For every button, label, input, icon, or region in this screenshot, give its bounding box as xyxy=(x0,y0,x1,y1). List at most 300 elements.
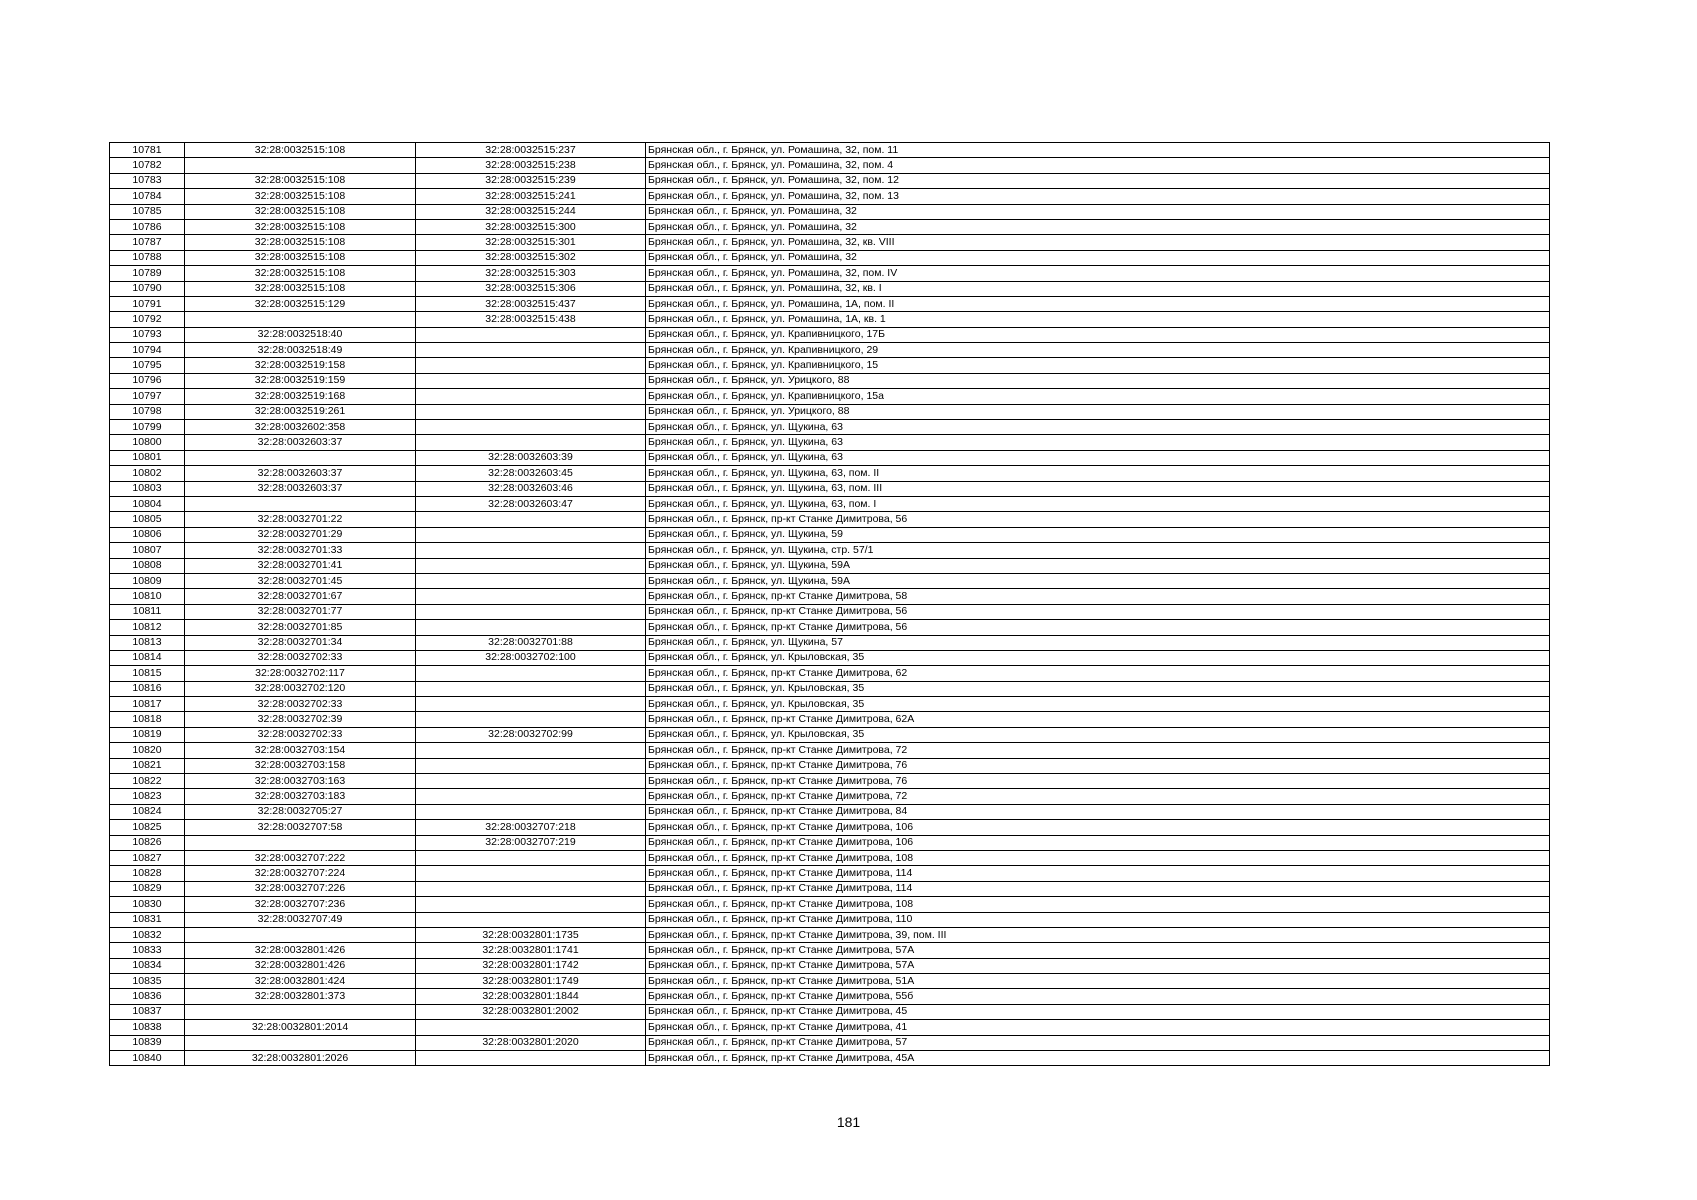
address-cell: Брянская обл., г. Брянск, ул. Ромашина, 32, кв. VIII xyxy=(646,235,1550,250)
table-row xyxy=(110,927,1550,942)
row-number-cell: 10820 xyxy=(110,743,185,758)
parent-cadastral-number-cell: 32:28:0032801:426 xyxy=(185,958,416,973)
address-cell: Брянская обл., г. Брянск, пр-кт Станке Димитрова, 76 xyxy=(646,774,1550,789)
object-cadastral-number-cell: 32:28:0032515:438 xyxy=(416,312,646,327)
address-cell: Брянская обл., г. Брянск, пр-кт Станке Димитрова, 72 xyxy=(646,789,1550,804)
table-row xyxy=(110,1020,1550,1035)
parent-cadastral-number-cell: 32:28:0032515:108 xyxy=(185,204,416,219)
object-cadastral-number-cell: 32:28:0032515:244 xyxy=(416,204,646,219)
parent-cadastral-number-cell xyxy=(185,1004,416,1019)
table-row xyxy=(110,420,1550,435)
object-cadastral-number-cell: 32:28:0032603:47 xyxy=(416,496,646,511)
object-cadastral-number-cell xyxy=(416,774,646,789)
table-row xyxy=(110,743,1550,758)
address-cell: Брянская обл., г. Брянск, ул. Крыловская, 35 xyxy=(646,650,1550,665)
address-cell: Брянская обл., г. Брянск, ул. Щукина, 63, пом. I xyxy=(646,496,1550,511)
table-row xyxy=(110,266,1550,281)
row-number-cell: 10784 xyxy=(110,189,185,204)
object-cadastral-number-cell xyxy=(416,343,646,358)
address-cell: Брянская обл., г. Брянск, пр-кт Станке Димитрова, 62А xyxy=(646,712,1550,727)
table-row xyxy=(110,866,1550,881)
table-row xyxy=(110,404,1550,419)
parent-cadastral-number-cell: 32:28:0032707:226 xyxy=(185,881,416,896)
table-row xyxy=(110,158,1550,173)
table-row xyxy=(110,373,1550,388)
address-cell: Брянская обл., г. Брянск, ул. Щукина, 59 xyxy=(646,527,1550,542)
object-cadastral-number-cell xyxy=(416,358,646,373)
table-row xyxy=(110,512,1550,527)
table-row xyxy=(110,173,1550,188)
address-cell: Брянская обл., г. Брянск, ул. Ромашина, 32, пом. 4 xyxy=(646,158,1550,173)
address-cell: Брянская обл., г. Брянск, ул. Ромашина, 1А, пом. II xyxy=(646,296,1550,311)
address-cell: Брянская обл., г. Брянск, пр-кт Станке Димитрова, 114 xyxy=(646,866,1550,881)
table-row xyxy=(110,466,1550,481)
parent-cadastral-number-cell: 32:28:0032801:426 xyxy=(185,943,416,958)
object-cadastral-number-cell: 32:28:0032515:301 xyxy=(416,235,646,250)
parent-cadastral-number-cell xyxy=(185,158,416,173)
row-number-cell: 10819 xyxy=(110,727,185,742)
parent-cadastral-number-cell: 32:28:0032603:37 xyxy=(185,466,416,481)
table-row xyxy=(110,235,1550,250)
object-cadastral-number-cell: 32:28:0032801:1844 xyxy=(416,989,646,1004)
row-number-cell: 10816 xyxy=(110,681,185,696)
parent-cadastral-number-cell: 32:28:0032701:34 xyxy=(185,635,416,650)
row-number-cell: 10839 xyxy=(110,1035,185,1050)
row-number-cell: 10831 xyxy=(110,912,185,927)
address-cell: Брянская обл., г. Брянск, ул. Крыловская, 35 xyxy=(646,697,1550,712)
parent-cadastral-number-cell: 32:28:0032603:37 xyxy=(185,435,416,450)
row-number-cell: 10799 xyxy=(110,420,185,435)
address-cell: Брянская обл., г. Брянск, ул. Щукина, 63, пом. II xyxy=(646,466,1550,481)
address-cell: Брянская обл., г. Брянск, пр-кт Станке Димитрова, 114 xyxy=(646,881,1550,896)
object-cadastral-number-cell xyxy=(416,881,646,896)
table-row xyxy=(110,635,1550,650)
object-cadastral-number-cell: 32:28:0032702:100 xyxy=(416,650,646,665)
table-row xyxy=(110,250,1550,265)
row-number-cell: 10798 xyxy=(110,404,185,419)
address-cell: Брянская обл., г. Брянск, пр-кт Станке Димитрова, 62 xyxy=(646,666,1550,681)
object-cadastral-number-cell: 32:28:0032801:1741 xyxy=(416,943,646,958)
object-cadastral-number-cell: 32:28:0032515:306 xyxy=(416,281,646,296)
parent-cadastral-number-cell: 32:28:0032702:33 xyxy=(185,650,416,665)
object-cadastral-number-cell xyxy=(416,697,646,712)
table-row xyxy=(110,620,1550,635)
table-row xyxy=(110,850,1550,865)
parent-cadastral-number-cell xyxy=(185,927,416,942)
row-number-cell: 10783 xyxy=(110,173,185,188)
parent-cadastral-number-cell: 32:28:0032515:108 xyxy=(185,189,416,204)
object-cadastral-number-cell: 32:28:0032801:2002 xyxy=(416,1004,646,1019)
row-number-cell: 10821 xyxy=(110,758,185,773)
table-row xyxy=(110,358,1550,373)
parent-cadastral-number-cell: 32:28:0032703:163 xyxy=(185,774,416,789)
table-row xyxy=(110,820,1550,835)
address-cell: Брянская обл., г. Брянск, пр-кт Станке Димитрова, 72 xyxy=(646,743,1550,758)
table-row xyxy=(110,281,1550,296)
parent-cadastral-number-cell: 32:28:0032801:424 xyxy=(185,974,416,989)
parent-cadastral-number-cell: 32:28:0032702:33 xyxy=(185,727,416,742)
row-number-cell: 10791 xyxy=(110,296,185,311)
table-row xyxy=(110,389,1550,404)
row-number-cell: 10810 xyxy=(110,589,185,604)
address-cell: Брянская обл., г. Брянск, пр-кт Станке Димитрова, 106 xyxy=(646,835,1550,850)
address-cell: Брянская обл., г. Брянск, пр-кт Станке Димитрова, 108 xyxy=(646,897,1550,912)
object-cadastral-number-cell: 32:28:0032515:241 xyxy=(416,189,646,204)
address-cell: Брянская обл., г. Брянск, пр-кт Станке Димитрова, 56 xyxy=(646,512,1550,527)
parent-cadastral-number-cell: 32:28:0032519:159 xyxy=(185,373,416,388)
parent-cadastral-number-cell: 32:28:0032707:236 xyxy=(185,897,416,912)
parent-cadastral-number-cell xyxy=(185,835,416,850)
parent-cadastral-number-cell: 32:28:0032701:41 xyxy=(185,558,416,573)
object-cadastral-number-cell: 32:28:0032603:45 xyxy=(416,466,646,481)
row-number-cell: 10830 xyxy=(110,897,185,912)
table-row xyxy=(110,727,1550,742)
object-cadastral-number-cell: 32:28:0032515:237 xyxy=(416,143,646,158)
row-number-cell: 10793 xyxy=(110,327,185,342)
address-cell: Брянская обл., г. Брянск, ул. Крапивницкого, 29 xyxy=(646,343,1550,358)
table-row xyxy=(110,697,1550,712)
row-number-cell: 10794 xyxy=(110,343,185,358)
address-cell: Брянская обл., г. Брянск, ул. Щукина, 59А xyxy=(646,573,1550,588)
address-cell: Брянская обл., г. Брянск, пр-кт Станке Димитрова, 57А xyxy=(646,958,1550,973)
address-cell: Брянская обл., г. Брянск, пр-кт Станке Димитрова, 106 xyxy=(646,820,1550,835)
table-row xyxy=(110,789,1550,804)
row-number-cell: 10788 xyxy=(110,250,185,265)
parent-cadastral-number-cell: 32:28:0032701:33 xyxy=(185,543,416,558)
row-number-cell: 10796 xyxy=(110,373,185,388)
table-row xyxy=(110,219,1550,234)
table-row xyxy=(110,912,1550,927)
row-number-cell: 10782 xyxy=(110,158,185,173)
address-cell: Брянская обл., г. Брянск, пр-кт Станке Димитрова, 45А xyxy=(646,1051,1550,1066)
parent-cadastral-number-cell xyxy=(185,450,416,465)
row-number-cell: 10829 xyxy=(110,881,185,896)
parent-cadastral-number-cell: 32:28:0032701:22 xyxy=(185,512,416,527)
object-cadastral-number-cell: 32:28:0032603:46 xyxy=(416,481,646,496)
table-row xyxy=(110,1051,1550,1066)
object-cadastral-number-cell: 32:28:0032515:238 xyxy=(416,158,646,173)
row-number-cell: 10790 xyxy=(110,281,185,296)
address-cell: Брянская обл., г. Брянск, ул. Щукина, 57 xyxy=(646,635,1550,650)
address-cell: Брянская обл., г. Брянск, ул. Ромашина, 32, пом. 13 xyxy=(646,189,1550,204)
row-number-cell: 10818 xyxy=(110,712,185,727)
row-number-cell: 10785 xyxy=(110,204,185,219)
parent-cadastral-number-cell: 32:28:0032519:261 xyxy=(185,404,416,419)
address-cell: Брянская обл., г. Брянск, ул. Ромашина, 32 xyxy=(646,204,1550,219)
table-row xyxy=(110,681,1550,696)
object-cadastral-number-cell xyxy=(416,743,646,758)
object-cadastral-number-cell xyxy=(416,558,646,573)
parent-cadastral-number-cell: 32:28:0032602:358 xyxy=(185,420,416,435)
table-row xyxy=(110,974,1550,989)
row-number-cell: 10805 xyxy=(110,512,185,527)
object-cadastral-number-cell: 32:28:0032707:218 xyxy=(416,820,646,835)
address-cell: Брянская обл., г. Брянск, пр-кт Станке Димитрова, 108 xyxy=(646,850,1550,865)
row-number-cell: 10812 xyxy=(110,620,185,635)
parent-cadastral-number-cell: 32:28:0032703:154 xyxy=(185,743,416,758)
row-number-cell: 10802 xyxy=(110,466,185,481)
parent-cadastral-number-cell: 32:28:0032707:224 xyxy=(185,866,416,881)
row-number-cell: 10809 xyxy=(110,573,185,588)
parent-cadastral-number-cell: 32:28:0032702:120 xyxy=(185,681,416,696)
object-cadastral-number-cell xyxy=(416,512,646,527)
address-cell: Брянская обл., г. Брянск, ул. Щукина, 63 xyxy=(646,450,1550,465)
parent-cadastral-number-cell: 32:28:0032701:29 xyxy=(185,527,416,542)
address-cell: Брянская обл., г. Брянск, ул. Ромашина, 32, пом. 12 xyxy=(646,173,1550,188)
table-row xyxy=(110,835,1550,850)
object-cadastral-number-cell xyxy=(416,573,646,588)
object-cadastral-number-cell xyxy=(416,543,646,558)
table-row xyxy=(110,543,1550,558)
address-cell: Брянская обл., г. Брянск, пр-кт Станке Димитрова, 57А xyxy=(646,943,1550,958)
table-row xyxy=(110,604,1550,619)
object-cadastral-number-cell: 32:28:0032801:2020 xyxy=(416,1035,646,1050)
address-cell: Брянская обл., г. Брянск, ул. Крапивницкого, 15 xyxy=(646,358,1550,373)
table-row xyxy=(110,573,1550,588)
address-cell: Брянская обл., г. Брянск, пр-кт Станке Димитрова, 51А xyxy=(646,974,1550,989)
parent-cadastral-number-cell: 32:28:0032515:129 xyxy=(185,296,416,311)
object-cadastral-number-cell: 32:28:0032515:302 xyxy=(416,250,646,265)
row-number-cell: 10825 xyxy=(110,820,185,835)
table-row xyxy=(110,650,1550,665)
table-row xyxy=(110,296,1550,311)
table-row xyxy=(110,312,1550,327)
parent-cadastral-number-cell: 32:28:0032702:117 xyxy=(185,666,416,681)
object-cadastral-number-cell xyxy=(416,804,646,819)
table-row xyxy=(110,666,1550,681)
row-number-cell: 10795 xyxy=(110,358,185,373)
object-cadastral-number-cell: 32:28:0032702:99 xyxy=(416,727,646,742)
object-cadastral-number-cell xyxy=(416,789,646,804)
table-row xyxy=(110,774,1550,789)
address-cell: Брянская обл., г. Брянск, ул. Щукина, 59А xyxy=(646,558,1550,573)
row-number-cell: 10801 xyxy=(110,450,185,465)
object-cadastral-number-cell xyxy=(416,389,646,404)
row-number-cell: 10823 xyxy=(110,789,185,804)
address-cell: Брянская обл., г. Брянск, ул. Урицкого, 88 xyxy=(646,404,1550,419)
object-cadastral-number-cell xyxy=(416,327,646,342)
parent-cadastral-number-cell xyxy=(185,496,416,511)
object-cadastral-number-cell: 32:28:0032801:1735 xyxy=(416,927,646,942)
object-cadastral-number-cell xyxy=(416,681,646,696)
address-cell: Брянская обл., г. Брянск, ул. Щукина, 63 xyxy=(646,435,1550,450)
row-number-cell: 10789 xyxy=(110,266,185,281)
row-number-cell: 10824 xyxy=(110,804,185,819)
row-number-cell: 10822 xyxy=(110,774,185,789)
table-row xyxy=(110,589,1550,604)
address-cell: Брянская обл., г. Брянск, ул. Ромашина, 32, пом. 11 xyxy=(646,143,1550,158)
row-number-cell: 10838 xyxy=(110,1020,185,1035)
cadastral-table xyxy=(109,142,1550,1066)
row-number-cell: 10786 xyxy=(110,219,185,234)
parent-cadastral-number-cell: 32:28:0032701:67 xyxy=(185,589,416,604)
object-cadastral-number-cell: 32:28:0032515:239 xyxy=(416,173,646,188)
object-cadastral-number-cell xyxy=(416,1051,646,1066)
row-number-cell: 10814 xyxy=(110,650,185,665)
table-row xyxy=(110,758,1550,773)
parent-cadastral-number-cell: 32:28:0032515:108 xyxy=(185,266,416,281)
object-cadastral-number-cell xyxy=(416,912,646,927)
object-cadastral-number-cell xyxy=(416,404,646,419)
address-cell: Брянская обл., г. Брянск, ул. Ромашина, 32, пом. IV xyxy=(646,266,1550,281)
table-row xyxy=(110,189,1550,204)
row-number-cell: 10800 xyxy=(110,435,185,450)
address-cell: Брянская обл., г. Брянск, ул. Крапивницкого, 15а xyxy=(646,389,1550,404)
object-cadastral-number-cell: 32:28:0032515:437 xyxy=(416,296,646,311)
parent-cadastral-number-cell: 32:28:0032701:85 xyxy=(185,620,416,635)
address-cell: Брянская обл., г. Брянск, пр-кт Станке Димитрова, 76 xyxy=(646,758,1550,773)
table-row xyxy=(110,496,1550,511)
address-cell: Брянская обл., г. Брянск, пр-кт Станке Димитрова, 39, пом. III xyxy=(646,927,1550,942)
object-cadastral-number-cell: 32:28:0032515:303 xyxy=(416,266,646,281)
row-number-cell: 10835 xyxy=(110,974,185,989)
table-row xyxy=(110,989,1550,1004)
row-number-cell: 10787 xyxy=(110,235,185,250)
object-cadastral-number-cell: 32:28:0032801:1749 xyxy=(416,974,646,989)
address-cell: Брянская обл., г. Брянск, пр-кт Станке Димитрова, 41 xyxy=(646,1020,1550,1035)
parent-cadastral-number-cell: 32:28:0032515:108 xyxy=(185,173,416,188)
object-cadastral-number-cell: 32:28:0032603:39 xyxy=(416,450,646,465)
address-cell: Брянская обл., г. Брянск, ул. Ромашина, 32 xyxy=(646,219,1550,234)
row-number-cell: 10834 xyxy=(110,958,185,973)
address-cell: Брянская обл., г. Брянск, пр-кт Станке Димитрова, 56 xyxy=(646,604,1550,619)
parent-cadastral-number-cell: 32:28:0032707:49 xyxy=(185,912,416,927)
address-cell: Брянская обл., г. Брянск, ул. Крыловская, 35 xyxy=(646,681,1550,696)
object-cadastral-number-cell: 32:28:0032801:1742 xyxy=(416,958,646,973)
parent-cadastral-number-cell: 32:28:0032701:45 xyxy=(185,573,416,588)
parent-cadastral-number-cell: 32:28:0032515:108 xyxy=(185,250,416,265)
row-number-cell: 10826 xyxy=(110,835,185,850)
object-cadastral-number-cell xyxy=(416,866,646,881)
page-number: 181 xyxy=(836,1114,861,1130)
parent-cadastral-number-cell: 32:28:0032515:108 xyxy=(185,219,416,234)
table-row xyxy=(110,204,1550,219)
object-cadastral-number-cell xyxy=(416,589,646,604)
address-cell: Брянская обл., г. Брянск, ул. Щукина, 63 xyxy=(646,420,1550,435)
row-number-cell: 10781 xyxy=(110,143,185,158)
table-row xyxy=(110,1004,1550,1019)
row-number-cell: 10797 xyxy=(110,389,185,404)
address-cell: Брянская обл., г. Брянск, пр-кт Станке Димитрова, 84 xyxy=(646,804,1550,819)
parent-cadastral-number-cell: 32:28:0032801:2026 xyxy=(185,1051,416,1066)
table-row xyxy=(110,435,1550,450)
row-number-cell: 10807 xyxy=(110,543,185,558)
object-cadastral-number-cell xyxy=(416,897,646,912)
address-cell: Брянская обл., г. Брянск, пр-кт Станке Димитрова, 58 xyxy=(646,589,1550,604)
parent-cadastral-number-cell: 32:28:0032519:168 xyxy=(185,389,416,404)
address-cell: Брянская обл., г. Брянск, пр-кт Станке Димитрова, 55б xyxy=(646,989,1550,1004)
parent-cadastral-number-cell: 32:28:0032702:33 xyxy=(185,697,416,712)
object-cadastral-number-cell xyxy=(416,373,646,388)
row-number-cell: 10832 xyxy=(110,927,185,942)
parent-cadastral-number-cell: 32:28:0032701:77 xyxy=(185,604,416,619)
row-number-cell: 10803 xyxy=(110,481,185,496)
row-number-cell: 10813 xyxy=(110,635,185,650)
object-cadastral-number-cell xyxy=(416,604,646,619)
row-number-cell: 10828 xyxy=(110,866,185,881)
parent-cadastral-number-cell: 32:28:0032705:27 xyxy=(185,804,416,819)
parent-cadastral-number-cell: 32:28:0032515:108 xyxy=(185,281,416,296)
row-number-cell: 10806 xyxy=(110,527,185,542)
table-row xyxy=(110,450,1550,465)
object-cadastral-number-cell: 32:28:0032707:219 xyxy=(416,835,646,850)
row-number-cell: 10840 xyxy=(110,1051,185,1066)
parent-cadastral-number-cell: 32:28:0032707:58 xyxy=(185,820,416,835)
address-cell: Брянская обл., г. Брянск, ул. Крыловская, 35 xyxy=(646,727,1550,742)
parent-cadastral-number-cell: 32:28:0032703:183 xyxy=(185,789,416,804)
table-row xyxy=(110,327,1550,342)
row-number-cell: 10811 xyxy=(110,604,185,619)
object-cadastral-number-cell xyxy=(416,712,646,727)
table-row xyxy=(110,143,1550,158)
address-cell: Брянская обл., г. Брянск, ул. Ромашина, 32, кв. I xyxy=(646,281,1550,296)
table-row xyxy=(110,804,1550,819)
object-cadastral-number-cell xyxy=(416,435,646,450)
table-body xyxy=(110,143,1550,1066)
row-number-cell: 10817 xyxy=(110,697,185,712)
row-number-cell: 10808 xyxy=(110,558,185,573)
object-cadastral-number-cell xyxy=(416,666,646,681)
parent-cadastral-number-cell: 32:28:0032603:37 xyxy=(185,481,416,496)
row-number-cell: 10804 xyxy=(110,496,185,511)
table-row xyxy=(110,527,1550,542)
address-cell: Брянская обл., г. Брянск, ул. Щукина, 63, пом. III xyxy=(646,481,1550,496)
row-number-cell: 10836 xyxy=(110,989,185,1004)
parent-cadastral-number-cell: 32:28:0032703:158 xyxy=(185,758,416,773)
table-row xyxy=(110,881,1550,896)
parent-cadastral-number-cell xyxy=(185,312,416,327)
object-cadastral-number-cell xyxy=(416,1020,646,1035)
address-cell: Брянская обл., г. Брянск, ул. Крапивницкого, 17Б xyxy=(646,327,1550,342)
row-number-cell: 10837 xyxy=(110,1004,185,1019)
object-cadastral-number-cell: 32:28:0032701:88 xyxy=(416,635,646,650)
parent-cadastral-number-cell: 32:28:0032707:222 xyxy=(185,850,416,865)
object-cadastral-number-cell: 32:28:0032515:300 xyxy=(416,219,646,234)
parent-cadastral-number-cell: 32:28:0032515:108 xyxy=(185,235,416,250)
table-row xyxy=(110,958,1550,973)
object-cadastral-number-cell xyxy=(416,420,646,435)
parent-cadastral-number-cell: 32:28:0032801:373 xyxy=(185,989,416,1004)
object-cadastral-number-cell xyxy=(416,758,646,773)
address-cell: Брянская обл., г. Брянск, ул. Щукина, стр. 57/1 xyxy=(646,543,1550,558)
object-cadastral-number-cell xyxy=(416,850,646,865)
address-cell: Брянская обл., г. Брянск, ул. Ромашина, 32 xyxy=(646,250,1550,265)
parent-cadastral-number-cell: 32:28:0032702:39 xyxy=(185,712,416,727)
row-number-cell: 10815 xyxy=(110,666,185,681)
address-cell: Брянская обл., г. Брянск, ул. Ромашина, 1А, кв. 1 xyxy=(646,312,1550,327)
parent-cadastral-number-cell: 32:28:0032519:158 xyxy=(185,358,416,373)
table-row xyxy=(110,481,1550,496)
table-row xyxy=(110,1035,1550,1050)
address-cell: Брянская обл., г. Брянск, ул. Урицкого, 88 xyxy=(646,373,1550,388)
object-cadastral-number-cell xyxy=(416,527,646,542)
address-cell: Брянская обл., г. Брянск, пр-кт Станке Димитрова, 56 xyxy=(646,620,1550,635)
row-number-cell: 10833 xyxy=(110,943,185,958)
parent-cadastral-number-cell: 32:28:0032515:108 xyxy=(185,143,416,158)
parent-cadastral-number-cell: 32:28:0032518:40 xyxy=(185,327,416,342)
row-number-cell: 10792 xyxy=(110,312,185,327)
object-cadastral-number-cell xyxy=(416,620,646,635)
address-cell: Брянская обл., г. Брянск, пр-кт Станке Димитрова, 45 xyxy=(646,1004,1550,1019)
table-row xyxy=(110,712,1550,727)
table-row xyxy=(110,558,1550,573)
table-row xyxy=(110,897,1550,912)
table-row xyxy=(110,343,1550,358)
address-cell: Брянская обл., г. Брянск, пр-кт Станке Димитрова, 110 xyxy=(646,912,1550,927)
parent-cadastral-number-cell: 32:28:0032801:2014 xyxy=(185,1020,416,1035)
address-cell: Брянская обл., г. Брянск, пр-кт Станке Димитрова, 57 xyxy=(646,1035,1550,1050)
parent-cadastral-number-cell: 32:28:0032518:49 xyxy=(185,343,416,358)
